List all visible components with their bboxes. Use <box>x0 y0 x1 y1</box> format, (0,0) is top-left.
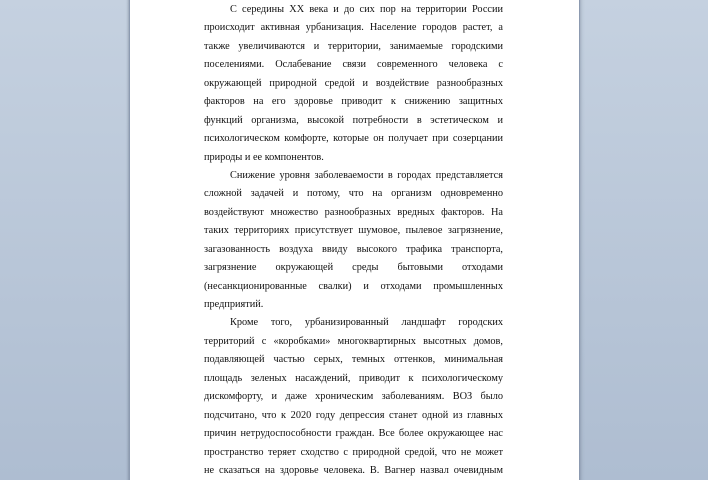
text-line: воздействуют множество разнообразных вредных факторов. На <box>204 206 503 218</box>
text-line: поселениями. Ослабевание связи современного человека с <box>204 59 503 71</box>
text-line: Снижение уровня заболеваемости в городах представляется <box>230 169 503 181</box>
text-line: таких территориях присутствует шумовое, пылевое загрязнение, <box>204 225 503 237</box>
paragraph <box>204 1 503 167</box>
text-line: происходит активная урбанизация. Население городов растет, а <box>204 22 503 34</box>
text-line: дискомфорту, и даже хроническим заболеваниям. ВОЗ было <box>204 391 503 403</box>
paragraph <box>204 167 503 315</box>
text-line: С середины XX века и до сих пор на территории России <box>230 4 503 15</box>
text-line: (несанкционированные свалки) и отходами промышленных <box>204 280 503 292</box>
text-line: площадь зеленых насаждений, приводит к психологическому <box>204 372 503 384</box>
text-line: не сказаться на здоровье человека. В. Вагнер назвал очевидным <box>204 464 503 476</box>
text-line: территорий с «коробками» многоквартирных высотных домов, <box>204 335 503 347</box>
text-line: психологическом комфорте, которые он получает при созерцании <box>204 133 503 145</box>
paragraph <box>204 314 503 480</box>
text-line: загрязнение окружающей среды бытовыми отходами <box>204 262 503 274</box>
text-line: причин нетрудоспособности граждан. Все более окружающее нас <box>204 428 503 440</box>
text-line: подавляющей частью серых, темных оттенков, минимальная <box>204 354 503 366</box>
text-line: факторов на его здоровье приводит к снижению защитных <box>204 96 503 108</box>
text-line: окружающей природной средой и воздействие разнообразных <box>204 77 503 89</box>
text-line: природы и ее компонентов. <box>204 151 324 163</box>
document-page[interactable] <box>129 0 580 480</box>
text-line: предприятий. <box>204 299 264 310</box>
text-line: загазованность воздуха ввиду высокого трафика транспорта, <box>204 243 503 255</box>
text-line: функций организма, высокой потребности в эстетическом и <box>204 114 503 126</box>
document-body[interactable] <box>204 1 503 480</box>
text-line: сложной задачей и потому, что на организм одновременно <box>204 188 503 200</box>
text-line: Кроме того, урбанизированный ландшафт городских <box>230 317 503 329</box>
text-line: также увеличиваются и территории, занимаемые городскими <box>204 40 503 52</box>
text-line: пространство теряет сходство с природной средой, что не может <box>204 446 503 458</box>
text-line: подсчитано, что к 2020 году депрессия станет одной из главных <box>204 409 503 421</box>
